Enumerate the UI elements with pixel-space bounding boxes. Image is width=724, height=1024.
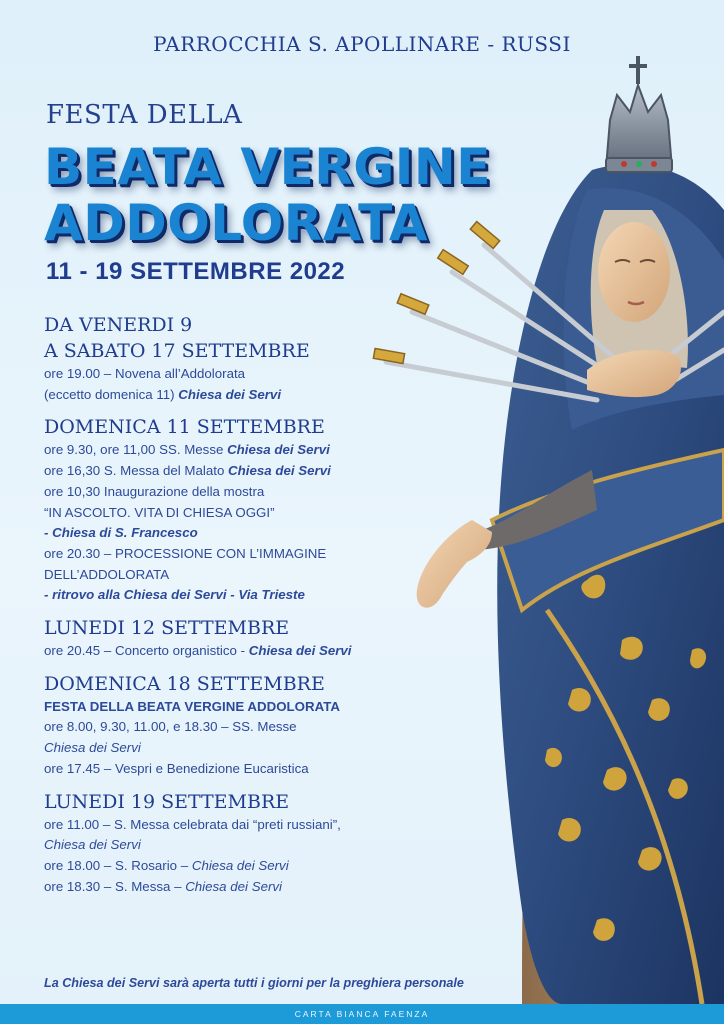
schedule-location: Chiesa dei Servi [178,386,282,402]
schedule-line: ore 17.45 – Vespri e Benedizione Eucaristica [44,760,309,776]
schedule-location: Chiesa dei Servi [191,857,289,873]
schedule-line [44,877,444,898]
schedule-line: ore 19.00 – Novena all’Addolorata [44,366,246,381]
schedule-line [44,440,444,461]
section-day-heading: DOMENICA 11 SETTEMBRE [44,416,325,439]
parish-name: PARROCCHIA S. APOLLINARE - RUSSI [153,32,571,56]
schedule-line: ore 10,30 Inaugurazione della mostra [44,483,265,499]
section-day-heading: A SABATO 17 SETTEMBRE [44,340,310,362]
schedule-line [44,856,444,877]
schedule-line [44,385,444,406]
schedule-line: DELL’ADDOLORATA [44,566,170,582]
section-domenica-11 [44,414,444,606]
schedule-location: Chiesa dei Servi [227,442,330,458]
schedule-location: Chiesa dei Servi [228,463,331,479]
schedule-line: ore 20.30 – PROCESSIONE CON L’IMMAGINE [44,545,327,561]
schedule-location: - ritrovo alla Chiesa dei Servi - Via Trieste [44,587,305,603]
festa-label: FESTA DELLA [46,100,243,130]
schedule-location: Chiesa dei Servi [248,643,352,659]
section-lunedi-12 [44,615,444,662]
schedule-location: - Chiesa di S. Francesco [44,525,198,541]
program [44,312,444,897]
festival-dates: 11 - 19 SETTEMBRE 2022 [46,258,346,285]
section-day-heading: DOMENICA 18 SETTEMBRE [44,672,325,695]
schedule-line: “IN ASCOLTO. VITA DI CHIESA OGGI” [44,504,275,520]
section-lunedi-19 [44,789,444,898]
schedule-location: Chiesa dei Servi [44,740,141,756]
schedule-line: ore 11.00 – S. Messa celebrata dai “preti russiani”, [44,816,341,832]
section-day-heading: DA VENERDI 9 [44,314,193,336]
printer-credit: CARTA BIANCA FAENZA [294,1009,430,1019]
schedule-text: ore 18.30 – S. Messa – [44,878,186,894]
schedule-line [44,641,444,662]
section-novena [44,312,444,405]
schedule-text: ore 9.30, ore 11,00 SS. Messe [44,442,228,458]
section-day-heading: LUNEDI 19 SETTEMBRE [44,790,290,813]
title-line-1: BEATA VERGINE [44,138,491,196]
schedule-line [44,461,444,482]
schedule-text: ore 20.45 – Concerto organistico - [44,643,249,659]
printer-credit-bar [0,1004,724,1024]
schedule-text: (eccetto domenica 11) [44,386,179,402]
schedule-line: ore 8.00, 9.30, 11.00, e 18.30 – SS. Messe [44,719,297,735]
section-day-heading: LUNEDI 12 SETTEMBRE [44,617,290,640]
feast-title-line: FESTA DELLA BEATA VERGINE ADDOLORATA [44,698,340,714]
schedule-text: ore 18.00 – S. Rosario – [44,857,192,873]
schedule-text: ore 16,30 S. Messa del Malato [44,463,229,479]
title-line-2: ADDOLORATA [44,194,429,252]
schedule-location: Chiesa dei Servi [185,878,283,894]
schedule-location: Chiesa dei Servi [44,837,141,853]
section-domenica-18 [44,671,444,780]
footer-note: La Chiesa dei Servi sarà aperta tutti i giorni per la preghiera personale [44,976,464,990]
